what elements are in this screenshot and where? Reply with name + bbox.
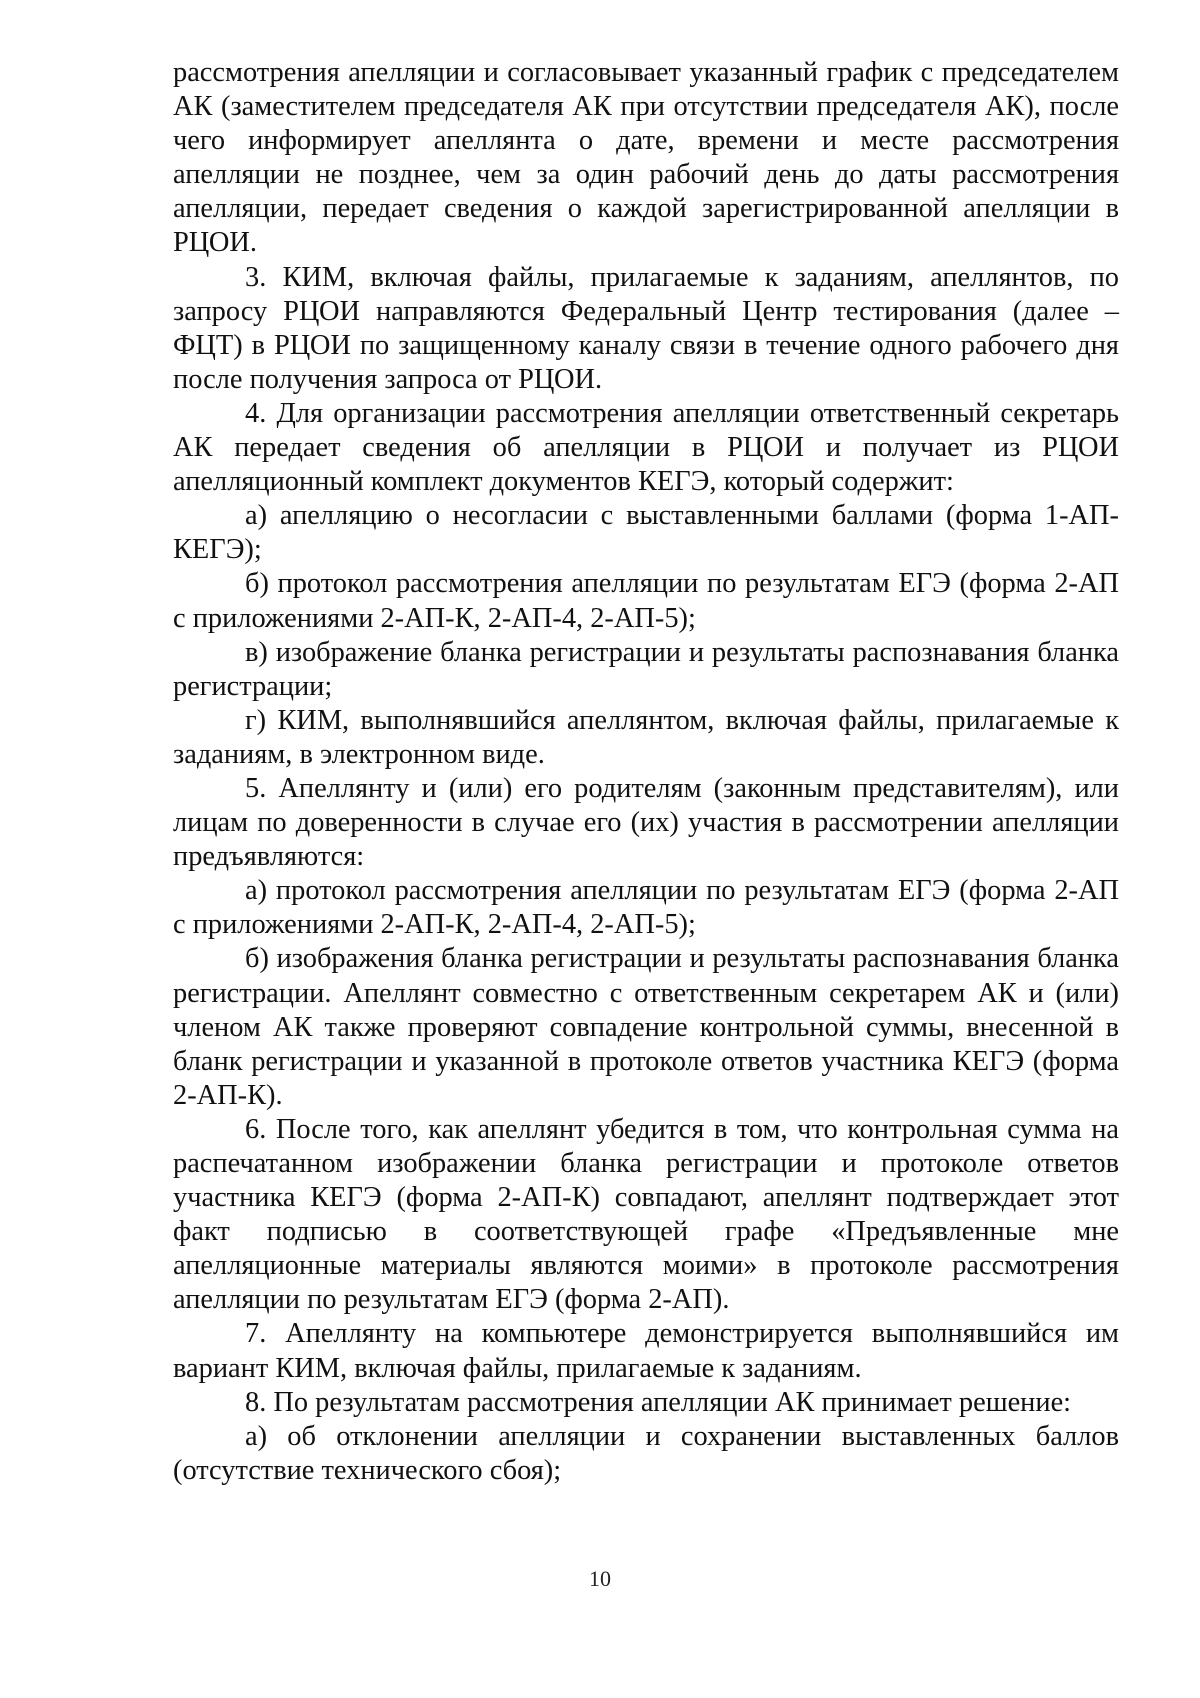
paragraph-item-5a: а) протокол рассмотрения апелляции по результатам ЕГЭ (форма 2-АП с приложениями 2-АП-К, 2-АП-4, 2-АП-5); [173,875,1119,941]
paragraph-item-4a: а) апелляцию о несогласии с выставленными баллами (форма 1-АП-КЕГЭ); [173,500,1119,566]
paragraph-item-4c: в) изображение бланка регистрации и результаты распознавания бланка регистрации; [173,636,1119,702]
paragraph-item-6: 6. После того, как апеллянт убедится в том, что контрольная сумма на распечатанном изображении бланка регистрации и протоколе ответов участника КЕГЭ (форма 2-АП-К) совпадают, апеллянт подтверждает этот факт подписью в соответствующей графе «Предъявленные мне апелляционные материалы являются моими» в протоколе рассмотрения апелляции по результатам ЕГЭ (форма 2-АП). [173,1113,1119,1316]
document-body [173,56,1119,1488]
paragraph-item-4: 4. Для организации рассмотрения апелляции ответственный секретарь АК передает сведения об апелляции в РЦОИ и получает из РЦОИ апелляционный комплект документов КЕГЭ, который содержит: [173,397,1119,498]
paragraph-item-4b: б) протокол рассмотрения апелляции по результатам ЕГЭ (форма 2-АП с приложениями 2-АП-К, 2-АП-4, 2-АП-5); [173,568,1119,634]
paragraph-item-4d: г) КИМ, выполнявшийся апеллянтом, включая файлы, прилагаемые к заданиям, в электронном виде. [173,704,1119,770]
paragraph-continuation: рассмотрения апелляции и согласовывает указанный график с председателем АК (заместителем председателя АК при отсутствии председателя АК), после чего информирует апеллянта о дате, времени и месте рассмотрения апелляции не позднее, чем за один рабочий день до даты рассмотрения апелляции, передает сведения о каждой зарегистрированной апелляции в РЦОИ. [173,57,1119,259]
paragraph-item-7: 7. Апеллянту на компьютере демонстрируется выполнявшийся им вариант КИМ, включая файлы, прилагаемые к заданиям. [173,1318,1119,1384]
paragraph-item-3: 3. КИМ, включая файлы, прилагаемые к заданиям, апеллянтов, по запросу РЦОИ направляются Федеральный Центр тестирования (далее – ФЦТ) в РЦОИ по защищенному каналу связи в течение одного рабочего дня после получения запроса от РЦОИ. [173,261,1119,395]
paragraph-item-5: 5. Апеллянту и (или) его родителям (законным представителям), или лицам по доверенности в случае его (их) участия в рассмотрении апелляции предъявляются: [173,772,1119,873]
page-number: 10 [589,1566,611,1591]
paragraph-item-8: 8. По результатам рассмотрения апелляции АК принимает решение: [245,1386,1072,1418]
paragraph-item-8a: а) об отклонении апелляции и сохранении выставленных баллов (отсутствие технического сбоя); [173,1420,1119,1486]
paragraph-item-5b: б) изображения бланка регистрации и результаты распознавания бланка регистрации. Апеллянт совместно с ответственным секретарем АК и (или) членом АК также проверяют совпадение контрольной суммы, внесенной в бланк регистрации и указанной в протоколе ответов участника КЕГЭ (форма 2-АП-К). [173,943,1119,1111]
